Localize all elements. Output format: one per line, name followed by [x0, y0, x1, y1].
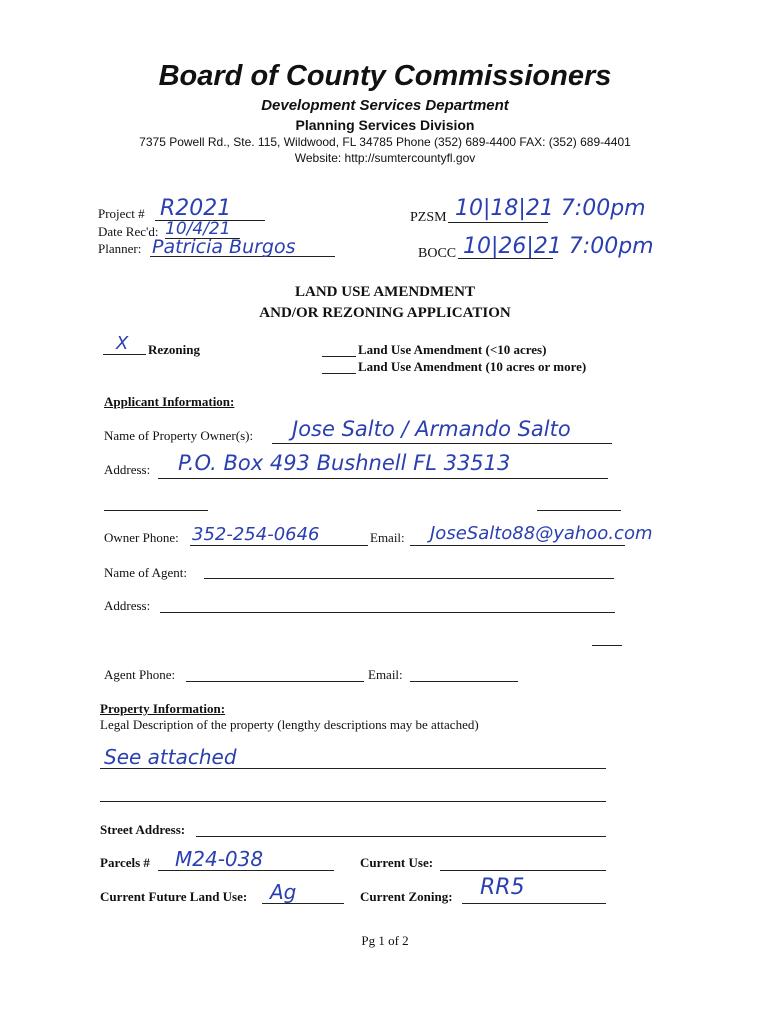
- street-address-line[interactable]: [196, 836, 606, 837]
- agent-name-line[interactable]: [204, 578, 614, 579]
- bocc-label: BOCC: [418, 246, 457, 261]
- agent-phone-line[interactable]: [186, 681, 364, 682]
- street-address-label: Street Address:: [100, 822, 186, 837]
- property-section-heading: Property Information:: [100, 701, 226, 716]
- planner-value[interactable]: Patricia Burgos: [152, 236, 296, 258]
- agent-phone-label: Agent Phone:: [104, 667, 176, 682]
- owner-email-line: [410, 545, 625, 546]
- owner-phone-value[interactable]: 352-254-0646: [192, 524, 320, 545]
- legal-description-line-2[interactable]: [100, 801, 606, 802]
- agent-name-label: Name of Agent:: [104, 565, 188, 580]
- form-title-line1: LAND USE AMENDMENT: [294, 284, 475, 300]
- owner-label: Name of Property Owner(s):: [104, 428, 254, 443]
- division-name: Planning Services Division: [295, 117, 475, 133]
- rezoning-blank: [103, 354, 146, 355]
- project-label: Project #: [98, 206, 145, 221]
- pzsm-line: [448, 222, 548, 223]
- current-zoning-label: Current Zoning:: [360, 889, 453, 904]
- current-use-label: Current Use:: [360, 855, 434, 870]
- project-value[interactable]: R2021: [160, 196, 232, 221]
- applicant-section-heading: Applicant Information:: [104, 394, 235, 409]
- address-line-extra-right: [537, 510, 621, 511]
- owner-email-label: Email:: [370, 530, 405, 545]
- bocc-value[interactable]: 10|26|21 7:00pm: [463, 234, 654, 259]
- owner-value[interactable]: Jose Salto / Armando Salto: [292, 417, 571, 441]
- planner-label: Planner:: [98, 241, 142, 256]
- agent-address-line-extra: [592, 645, 622, 646]
- department-name: Development Services Department: [261, 97, 509, 114]
- website: Website: http://sumtercountyfl.gov: [294, 151, 476, 165]
- address-label: Address:: [104, 462, 151, 477]
- lua-large-label: Land Use Amendment (10 acres or more): [358, 359, 587, 374]
- date-received-value[interactable]: 10/4/21: [165, 219, 231, 239]
- current-zoning-value[interactable]: RR5: [480, 875, 525, 900]
- future-land-use-label: Current Future Land Use:: [100, 889, 248, 904]
- lua-large-blank[interactable]: [322, 373, 356, 374]
- date-received-label: Date Rec'd:: [98, 224, 159, 239]
- agent-address-line[interactable]: [160, 612, 615, 613]
- current-zoning-line: [462, 903, 606, 904]
- page-number: Pg 1 of 2: [361, 933, 409, 948]
- lua-small-label: Land Use Amendment (<10 acres): [358, 342, 547, 357]
- owner-phone-line: [190, 545, 368, 546]
- rezoning-checkmark[interactable]: X: [116, 333, 129, 354]
- form-title-line2: AND/OR REZONING APPLICATION: [259, 305, 511, 321]
- agent-address-label: Address:: [104, 598, 151, 613]
- page-title: Board of County Commissioners: [158, 60, 612, 92]
- owner-line: [272, 443, 612, 444]
- pzsm-value[interactable]: 10|18|21 7:00pm: [455, 196, 646, 221]
- current-use-line[interactable]: [440, 870, 606, 871]
- contact-address: 7375 Powell Rd., Ste. 115, Wildwood, FL 34785 Phone (352) 689-4400 FAX: (352) 689-4401: [139, 135, 631, 149]
- address-line-extra: [104, 510, 208, 511]
- future-land-use-value[interactable]: Ag: [270, 880, 297, 904]
- owner-phone-label: Owner Phone:: [104, 530, 179, 545]
- parcels-label: Parcels #: [100, 855, 150, 870]
- parcels-value[interactable]: M24-038: [175, 847, 264, 871]
- agent-email-line[interactable]: [410, 681, 518, 682]
- rezoning-label: Rezoning: [148, 342, 200, 357]
- lua-small-blank[interactable]: [322, 356, 356, 357]
- legal-description-value[interactable]: See attached: [104, 745, 237, 769]
- address-line: [158, 478, 608, 479]
- owner-email-value[interactable]: JoseSalto88@yahoo.com: [430, 523, 653, 544]
- address-value[interactable]: P.O. Box 493 Bushnell FL 33513: [178, 451, 511, 475]
- pzsm-label: PZSM: [410, 210, 447, 225]
- agent-email-label: Email:: [368, 667, 403, 682]
- legal-description-label: Legal Description of the property (lengthy descriptions may be attached): [100, 717, 479, 732]
